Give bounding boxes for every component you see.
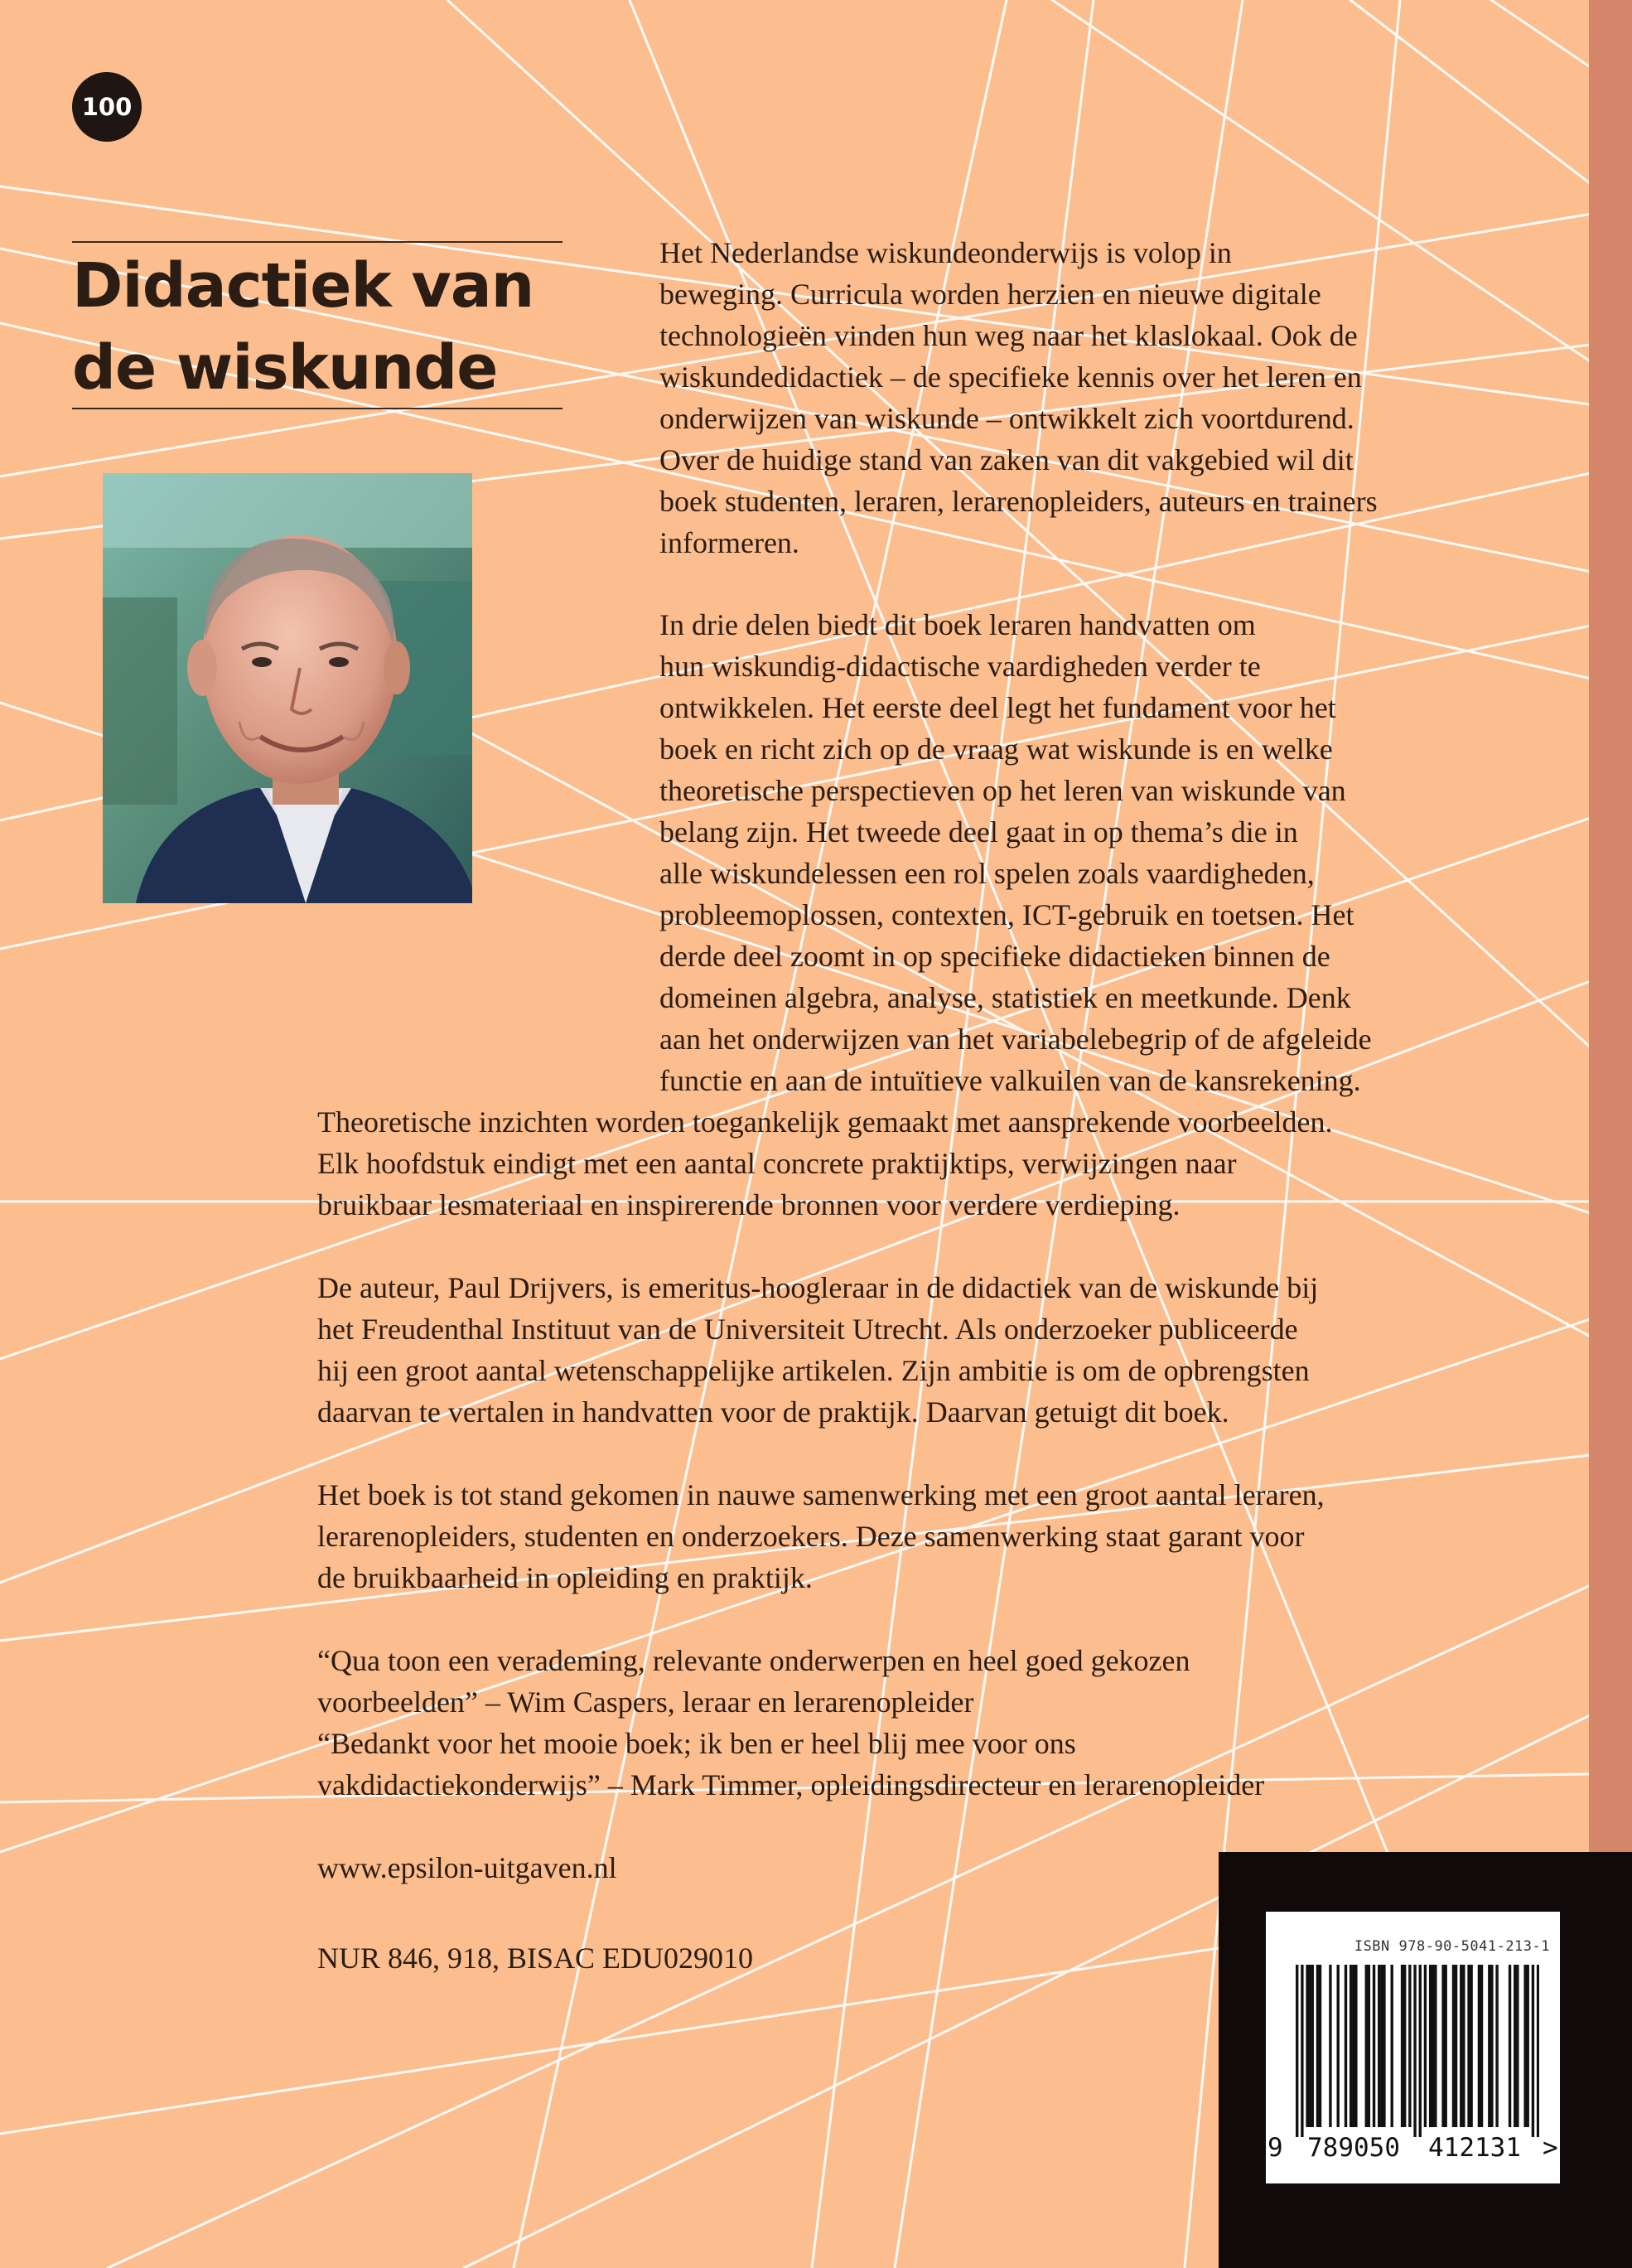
- barcode-bar: [1455, 1965, 1457, 2127]
- barcode-bar: [1444, 1965, 1446, 2127]
- quote-line: vakdidactiekonderwijs” – Mark Timmer, opleidingsdirecteur en lerarenopleider: [317, 1768, 1265, 1801]
- parts-line: domeinen algebra, analyse, statistiek en meetkunde. Denk: [659, 981, 1351, 1014]
- parts-paragraph: [659, 604, 1538, 1101]
- barcode-bar: [1514, 1965, 1516, 2127]
- barcode-bar: [1441, 1965, 1444, 2127]
- barcode-bar: [1380, 1965, 1383, 2127]
- parts-line: aan het onderwijzen van het variabelebegrip of de afgeleide: [659, 1023, 1372, 1056]
- barcode-bar: [1495, 1965, 1498, 2127]
- collaboration-line: lerarenopleiders, studenten en onderzoekers. Deze samenwerking staat garant voor: [317, 1520, 1305, 1553]
- barcode-bar: [1311, 1965, 1314, 2127]
- quote-line: “Qua toon een verademing, relevante onderwerpen en heel goed gekozen: [317, 1644, 1190, 1677]
- barcode-bar: [1527, 1965, 1529, 2127]
- barcode-bar: [1434, 1965, 1436, 2127]
- intro-line: onderwijzen van wiskunde – ontwikkelt zich voortdurend.: [659, 402, 1354, 435]
- intro-paragraph: [659, 232, 1538, 563]
- barcode-bar: [1350, 1965, 1352, 2127]
- book-title: [72, 245, 569, 409]
- collaboration-paragraph: [317, 1474, 1543, 1598]
- barcode-bar: [1470, 1965, 1472, 2127]
- intro-line: wiskundedidactiek – de specifieke kennis over het leren en: [659, 360, 1362, 394]
- barcode-bar: [1368, 1965, 1370, 2127]
- barcode-guard-bar: [1419, 1965, 1422, 2137]
- barcode-bar: [1306, 1965, 1308, 2127]
- title-rule-top: [72, 241, 563, 243]
- quotes-paragraph: [317, 1640, 1543, 1806]
- barcode-bar: [1329, 1965, 1331, 2127]
- barcode-bar: [1480, 1965, 1483, 2127]
- ean-group-1: 789050: [1307, 2133, 1400, 2163]
- barcode-bar: [1509, 1965, 1511, 2127]
- title-rule-bottom: [72, 408, 563, 409]
- parts-line: functie en aan de intuïtieve valkuilen van de kansrekening.: [659, 1064, 1361, 1097]
- barcode-bar: [1378, 1965, 1380, 2127]
- intro-line: informeren.: [659, 526, 799, 559]
- parts-line: hun wiskundig-didactische vaardigheden verder te: [659, 650, 1261, 683]
- barcode-bar: [1523, 1965, 1526, 2127]
- barcode-bar: [1391, 1965, 1393, 2127]
- book-title-line-1: Didactiek van: [72, 250, 534, 322]
- barcode-bar: [1319, 1965, 1321, 2127]
- parts-line: ontwikkelen. Het eerste deel legt het fundament voor het: [659, 691, 1336, 724]
- barcode-bar: [1373, 1965, 1375, 2127]
- barcode-guard-bar: [1537, 1965, 1539, 2137]
- barcode-bar: [1401, 1965, 1403, 2127]
- parts-line: belang zijn. Het tweede deel gaat in op thema’s die in: [659, 815, 1298, 849]
- page-number: 100: [81, 93, 133, 121]
- parts-line: alle wiskundelessen een rol spelen zoals vaardigheden,: [659, 857, 1315, 890]
- author-line: daarvan te vertalen in handvatten voor de praktijk. Daarvan getuigt dit boek.: [317, 1395, 1229, 1429]
- barcode-bar: [1488, 1965, 1490, 2127]
- ean-digits: [1266, 2133, 1560, 2169]
- barcode-bar: [1308, 1965, 1311, 2127]
- page-number-badge: [72, 72, 142, 142]
- barcode-bar: [1429, 1965, 1432, 2127]
- barcode-bar: [1462, 1965, 1465, 2127]
- barcode-label: [1266, 1912, 1560, 2183]
- collaboration-line: Het boek is tot stand gekomen in nauwe samenwerking met een groot aantal leraren,: [317, 1478, 1325, 1511]
- barcode-guard-bar: [1301, 1965, 1303, 2137]
- barcode-bar: [1352, 1965, 1354, 2127]
- quote-line: “Bedankt voor het mooie boek; ik ben er heel blij mee voor ons: [317, 1727, 1076, 1760]
- intro-line: beweging. Curricula worden herzien en nieuwe digitale: [659, 278, 1321, 311]
- author-paragraph: [317, 1267, 1543, 1433]
- intro-line: boek studenten, leraren, lerarenopleiders, auteurs en trainers: [659, 485, 1378, 518]
- parts-line: probleemoplossen, contexten, ICT-gebruik en toetsen. Het: [659, 898, 1354, 931]
- author-line: De auteur, Paul Drijvers, is emeritus-hoogleraar in de didactiek van de wiskunde bij: [317, 1271, 1319, 1304]
- barcode-bar: [1403, 1965, 1406, 2127]
- barcode-bar: [1432, 1965, 1434, 2127]
- barcode-guard-bar: [1532, 1965, 1534, 2137]
- ean-group-2: 412131: [1428, 2133, 1521, 2163]
- website-url: www.epsilon-uitgaven.nl: [317, 1851, 617, 1884]
- collaboration-line: de bruikbaarheid in opleiding en praktijk.: [317, 1561, 813, 1594]
- isbn-number: ISBN 978-90-5041-213-1: [1354, 1938, 1550, 1955]
- ean-lead-digit: 9: [1267, 2133, 1283, 2163]
- barcode-bar: [1345, 1965, 1347, 2127]
- barcode-bar: [1424, 1965, 1427, 2127]
- intro-line: Het Nederlandse wiskundeonderwijs is volop in: [659, 236, 1232, 269]
- barcode-bar: [1490, 1965, 1493, 2127]
- quote-line: voorbeelden” – Wim Caspers, leraar en lerarenopleider: [317, 1685, 974, 1719]
- barcode-bar: [1383, 1965, 1385, 2127]
- classification-codes: NUR 846, 918, BISAC EDU029010: [317, 1942, 754, 1975]
- barcode-bar: [1516, 1965, 1519, 2127]
- theory-line: Theoretische inzichten worden toegankelijk gemaakt met aansprekende voorbeelden.: [317, 1105, 1333, 1139]
- classification-text: [317, 1937, 1063, 1979]
- barcode-bar: [1337, 1965, 1340, 2127]
- theory-paragraph: [317, 1101, 1543, 1226]
- spine-strip: [1589, 0, 1632, 1852]
- parts-line: derde deel zoomt in op specifieke didactieken binnen de: [659, 940, 1330, 973]
- intro-line: technologieën vinden hun weg naar het klaslokaal. Ook de: [659, 319, 1358, 352]
- barcode-bar: [1460, 1965, 1462, 2127]
- website-text: [317, 1847, 1063, 1888]
- author-photo: [103, 473, 472, 903]
- ean-quiet-mark: >: [1543, 2133, 1558, 2163]
- barcode-bar: [1316, 1965, 1319, 2127]
- parts-line: theoretische perspectieven op het leren van wiskunde van: [659, 774, 1346, 807]
- intro-line: Over de huidige stand van zaken van dit vakgebied wil dit: [659, 443, 1354, 476]
- theory-line: bruikbaar lesmateriaal en inspirerende bronnen voor verdere verdieping.: [317, 1188, 1181, 1221]
- parts-line: In drie delen biedt dit boek leraren handvatten om: [659, 608, 1256, 641]
- barcode-guard-bar: [1413, 1965, 1416, 2137]
- barcode-bar: [1365, 1965, 1368, 2127]
- barcode-bar: [1478, 1965, 1480, 2127]
- barcode-bar: [1354, 1965, 1357, 2127]
- barcode-bar: [1452, 1965, 1455, 2127]
- parts-line: boek en richt zich op de vraag wat wiskunde is en welke: [659, 733, 1333, 766]
- book-title-line-2: de wiskunde: [72, 332, 498, 404]
- barcode-bar: [1467, 1965, 1470, 2127]
- barcode-bars: [1296, 1965, 1539, 2137]
- author-line: hij een groot aantal wetenschappelijke artikelen. Zijn ambitie is om de opbrengsten: [317, 1354, 1310, 1387]
- theory-line: Elk hoofdstuk eindigt met een aantal concrete praktijktips, verwijzingen naar: [317, 1147, 1237, 1180]
- barcode-guard-bar: [1296, 1965, 1298, 2137]
- barcode-bar: [1408, 1965, 1411, 2127]
- author-line: het Freudenthal Instituut van de Universiteit Utrecht. Als onderzoeker publiceerde: [317, 1313, 1298, 1346]
